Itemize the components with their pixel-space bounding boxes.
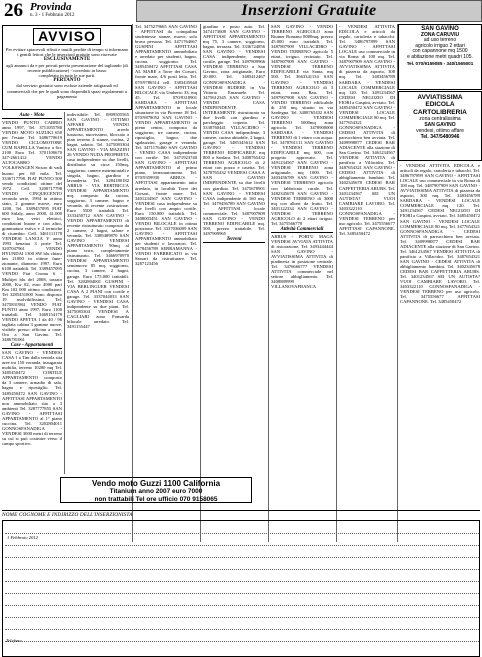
ad-line: agricolo irriguo 2 ettari (415, 42, 465, 49)
ads-text: ARBUS - PORTU MAGA VENDESI AVVIATA ATTIVITA di ristorazione, Tel. 3493444444 SAN GAVINO - AVVIATISSIMA ATTIVITA di piadineria in posizione centrale. Tel. 3476666777 VENDESI ATTIVITA commerciale nel settore abbigliamento. Tel. 3408889999 VILLANOVAFRANCA (271, 233, 333, 290)
notice-box (2, 25, 132, 110)
moto-guzzi-ad (60, 477, 252, 503)
issue-info: n. 3 - 1 Febbraio 2012 (30, 13, 75, 18)
ad-line: non trattabili Tel ore ufficio 070 9158065 (94, 496, 218, 503)
ads-column-6 (400, 163, 480, 508)
ads-text: SAN GAVINO - VENDESI CASA 1 a Tim dalla ventola sita aree tra 150 veranda, inaugarata mobilia, terreno 10200 mq Tel. 3485450472 CORTILE APPARTAMENTO composto da 3 camere, armadio di sala, bagno e ripostiglio. Tel. 3485450472 SAN GAVINO - AFFITTASI APPARTAMENTO non ammobiliato sito a 3 ambienti Tel. 3287777855 SAN GAVINO - AFFITTASI APPARTAMENTO al 1° piano cuccina. Tel. 3202804011 GONNOSFANADIGA - VENDESI 3000 metri di terreno su cui si può costruire verso il campo sportivo. (2, 350, 62, 446)
ad-line: ad uso terreno (423, 37, 457, 44)
ads-column-5 (271, 24, 333, 509)
form-line[interactable] (5, 533, 479, 534)
notice-emphasis: ESCLUSIVAMENTE (43, 57, 91, 63)
form-line[interactable] (5, 617, 479, 618)
form-line[interactable] (5, 569, 479, 570)
san-gavino-ad (398, 24, 482, 90)
notice-text: completato in tutte le sue parti. (38, 73, 96, 79)
form-line[interactable] (5, 545, 479, 546)
ad-line: zona centralissima (419, 116, 461, 123)
form-line[interactable] (5, 605, 479, 606)
notice-text: dal servizio gratuito sono escluse aziende artigianali ed commerciali che per le quali sono disponibili spazi regolamenti a pagamento (7, 83, 127, 99)
ads-column-2 (67, 112, 129, 474)
form-line[interactable] (5, 581, 479, 582)
page-number: 26 (4, 0, 23, 21)
ad-line: Titanium anno 2007 euro 7000 (109, 488, 203, 495)
column-divider (268, 24, 269, 542)
ad-line: vendesi, ottimo affare (416, 128, 464, 135)
ads-text: SAN GAVINO - VENDO TERRENO AGRICOLO zona Riuiner Romano 8000mq, prezzo 45.000 euro trattabili. Tel. 3487807909 VILLACIDRO - VENDO TERRENO agricolo 5 ettari, irriguo, recintato. Tel. 3487807909 SAN GAVINO - VENDESI TERRENO EDIFICABILE via Santa, mq 500. Tel. 3663341134 SAN GAVINO - VENDESI TERRENO AGRICOLO di 3 ettari, zona Bau. Tel. 3497907908 SAN GAVINO - VENDO TERRENO edificabile di 250 mq, situato in via Sardegna. Tel. 3408765432 SAN GAVINO - VENDESI TERRENO 5000mq zona agricola. Tel. 3478900000 SARDARA - VENDESI TERRENO di 1 ettaro con acqua. Tel. 3478761111 SAN GAVINO - VENDESI TERRENO EDIFICABILE mq 600, con progetto approvato. Tel. 3491234567 SAN GAVINO - VENDESI TERRENO zona artigianale, mq 1000. Tel. 3403456789 SAN GAVINO - VENDESI TERRENO agricolo con fabbricato rurale. Tel. 3482345678 SAN GAVINO - VENDESI TERRENO di 3000 mq con alberi da frutto. Tel. 3401122334 SAN GAVINO - VENDESI TERRENO AGRICOLO di 2 ettari irriguo. Tel. 3475566778 (271, 24, 333, 226)
ads-text: VENDO PUNTO CABRIO anno 1997, Tel. 3711055780 VENDO MOTO SUZUKI 650 per l'estate Tel. 3486770619 VENDO CICLOMOTORE CUM RAPELLA Vantico a 6cc 2100 Euro Tel. 3701100670 347-2661412 VENDO ALTOCARRO VOLKSWAGEN Sicuro di vadi buono per 60 mila. Tel. 3336717798. FIAT PUNTO 500 vendo condizioni ottime del 1972. Cell. 3200717798 VENDO CINQUECENTO seconda serie, 1994 in ottimo stato, 2 gomme nuove, euro 1200, Tel. 3389457095 FIAT 600 Sitlaly, anno 2000, 41.000 euro km, vetri elettrici, condizioni buone e con altro, gommatura estiva e 4 termiche di ricambio. Cell. 3461111178 VENDESI LANCIA Y anno 1993 benzina 3 porte Tel. 3207047961 VENDO HYUNDAI 1300 SW blu chiara km 21000 in ottime fune-zionante, diametro 1997, Euro 6100 trattabili. Tel. 3389457095 VENDO Fiat Croma 6 - Multijet blu del 2008, tassato 2000, Kw 82, euro 4900 pari Km 102 000 ottimo condizioni. Tel 3285451000 Sono disposto 19 nsolvibilissimi. Tel. 3475831984 VENDO FIAT PUNTO anno 1997, Euro 1100 trattabili. Tel. 3469154179 VENDO APETTA 1 da 40 / 96 tagliata cabina 3 gomme nuove, visibile presso officina a cane. Ora a San Gavino. Tel. 3486781061 (2, 120, 62, 343)
ad-line: EDICOLA (425, 101, 455, 109)
ads-text: - VENDESI ATTIVITA EDICOLA e articoli da regalo, cartoleria e tabacchi. Tel. 3486797899 SAN GAVINO - AFFITTASI LOCALE uso commerciale in via Roma di 100 mq. Tel. 3487907909 SAN GAVINO - AVVIATISSIMA ATTIVITA di pizzeria da asporto, 300 mq. Tel. 3483456789 SARDARA - VENDESI LOCALE COMMERCIALE mq 120. Tel. 3491234567 CEDESI NEGOZIO DI FIORI a Guspini, avviato. Tel. 3485450472 SAN GAVINO - VENDESI LOCALE COMMERCIALE 80 mq. Tel. 3477654321 GONNOSFANADIGA - CEDESI ATTIVITA di parrucchiera ben avviata. Tel. 3409998877 CEDESI BAR ADIACENTE alla stazione di San Gavino. Tel. 3461234567 VENDESI ATTIVITA di panificio a Villacidro. Tel. 3487654321 SAN GAVINO - CEDESI ATTIVITA di abbigliamento bambini. Tel. 3402345678 CEDESI BAR CAFFETTERIA ARUBS. Tel. 3401234567 SEI UN AUTISTA? VUOI CAMBIARE LAVORO. Tel. 3403322110 GONNOSFANADIGA - VENDESI TERRENO per uso agricolo. Tel. 3475556677 AFFITTASI CAPANNONE. Tel. 3485450472 (400, 163, 480, 305)
category-heading: Auto - Moto (2, 113, 62, 119)
ad-line: CARTOLIBRERIA (413, 108, 467, 116)
ad-line: SAN GAVINO (424, 122, 456, 129)
ad-phone: Tel. 070/9159085 - 340/1565001 (406, 60, 474, 66)
edicola-ad (398, 91, 482, 161)
category-heading: Case - Appartamenti (2, 343, 62, 349)
ad-line: con capannone mq 1500 (412, 48, 468, 55)
section-title: Inserzioni Gratuite (136, 0, 482, 22)
column-divider (336, 24, 337, 542)
newspaper-logo: Provinda (30, 1, 72, 13)
coupon-heading: NOME COGNOME E INDIRIZZO DELL'INSERZIONISTA (2, 510, 480, 518)
ad-line: Vendo moto Guzzi 1100 California (91, 479, 221, 488)
phone-label: Telefono (6, 638, 22, 643)
notice-title: AVVISO (33, 28, 101, 45)
ad-line: SAN GAVINO (421, 26, 459, 32)
notice-text: Per evitare spiacevoli rifiuti e inutili perdite di tempo si informano i gentili lettori che le inserzioni gratuite sono riservate (5, 47, 129, 58)
ads-column-4 (203, 24, 265, 509)
column-divider (132, 24, 133, 542)
form-line[interactable] (5, 593, 479, 594)
form-line[interactable] (5, 557, 479, 558)
coupon-header (2, 510, 480, 518)
ad-line: AVVIATISSIMA (417, 94, 463, 101)
column-divider (200, 24, 201, 542)
notice-emphasis: PERTANTO (53, 78, 81, 84)
ads-text: indivisibile. Tel. 0809505565 SAN GAVINO - OTTIMO AFFARE VENDO APPARTAMENTO arredo lussuoso, nuovissimo, bloccato a pian terreno 4 stanze, cucina, 2 bagni, salotto. Tel. 3475083304 SAN GAVINO - VIA MAZZINI 26 VENDO NUDA PROPRIETA casa indipendente su due livelli, distribuita su circa 150mq, soggiorno, camere matrimoniali e singola, bagno, giardino e lavanderia. Tel. 3284180182 ARBUS - VIA BERTRICCA VENDESI APPARTAMENTO mq, composto da cucina, soggiorno, 3 camere, bagno e veranda, di recente costruzione. Euro 5500 trattabili. Tel. 3333450712 SAN GAVINO - VENDO APPARTAMENTO di recente ristrutturato composto da 2 camere, 2 bagni, salone e veranda. Tel. 3389489870 SAN GAVINO - VENDESI APPARTAMENTO 90mq al piano terra, completamente ristrutturato. Tel. 3466970970 VENDESI APPARTAMENTO seminuovo 85 mq, soggiorno, cucina, 3 camere, 2 bagni, garage. Euro 175.000 trattabili. Tel. 3202804001 GUSPINI - VIA BERLINGUER VENDESI CASA A 2 PIANI con cortile e garage. Tel. 3337044033 SAN GAVINO - VENDESI CASA indipendente su due piani. Tel. 3475083304 VENDESI A CAGLIARI zona Fonsarda bilocale arredato. Tel. 3491155447 (67, 112, 129, 329)
ads-column-3 (135, 24, 197, 474)
ad-line: ZONA CARUVIU (420, 31, 460, 38)
ads-text: giardino e posto auto. Tel. 3474173608 SAN GAVINO - AFFITTASI APPARTAMENTO mq 75, 3 camere, soggiorno, bagno, terrazza. Tel. 3336724856 SAN GAVINO - VENDESI CASA indipendente, ampio cortile, garage. Tel. 3497809966 VENDESI TERRENO a San Gavino, zona artigianale, Euro 20.000. Tel. 3485412467 GONNOSFANADIGA - VENDESI RUDERE in Via Vittorio Emanuele. Tel. 3475612345 SAN GAVINO - VENDO CASA INDIPENDENTE INTERAMENTE ristrutturata su due livelli con giardino e parcheggio coperto. Tel. 3338760441 VILLACIDRO - VENDO CASA indipendente, 3 camere, cucina abitabile, 2 bagni, garage. Tel. 3485345612 SAN GAVINO - VENDESI TERRENO EDIFICABILE mq 800 a Sardara. Tel. 3408765432 TERRENO AGRICOLO di 2 ettari con pozzo e casetta. Tel. 3478765432 VENDESI CASA A SAN GAVINO INDIPENDENTE su due livelli con giardino. Tel. 3475678901 SAN GAVINO - VENDESI CASA indipendente di 160 mq. Tel. 3479456789 SAN GAVINO - AFFITTASI locale commerciale. Tel. 3487907809 SAN GAVINO - VENDO TERRENO EDIFICABILE mq. 500, prezzo trattabile. Tel. 3497909965 (203, 24, 265, 236)
category-heading: Terreni (203, 237, 265, 243)
ads-column-1 (2, 112, 62, 474)
ads-column-5b (339, 24, 395, 509)
coupon-date: 1 Febbraio 2012 (7, 535, 38, 540)
form-line[interactable] (5, 641, 479, 642)
coupon-form (2, 520, 480, 657)
ads-text: - VENDESI ATTIVITA EDICOLA e articoli da regalo, cartoleria e tabacchi. Tel. 3486797899 SAN GAVINO - AFFITTASI LOCALE uso commerciale in via Roma di 100 mq. Tel. 3487907909 SAN GAVINO - AVVIATISSIMA ATTIVITA di pizzeria da asporto, 300 mq. Tel. 3483456789 SARDARA - VENDESI LOCALE COMMERCIALE mq 120. Tel. 3491234567 CEDESI NEGOZIO DI FIORI a Guspini, avviato. Tel. 3485450472 SAN GAVINO - VENDESI LOCALE COMMERCIALE 80 mq. Tel. 3477654321 GONNOSFANADIGA - CEDESI ATTIVITA di parrucchiera ben avviata. Tel. 3409998877 CEDESI BAR ADIACENTE alla stazione di San Gavino. Tel. 3461234567 VENDESI ATTIVITA di panificio a Villacidro. Tel. 3487654321 SAN GAVINO - CEDESI ATTIVITA di abbigliamento bambini. Tel. 3402345678 CEDESI BAR CAFFETTERIA ARUBS. Tel. 3401234567 SEI UN AUTISTA? VUOI CAMBIARE LAVORO. Tel. 3403322110 GONNOSFANADIGA - VENDESI TERRENO per uso agricolo. Tel. 3475556677 AFFITTASI CAPANNONE. Tel. 3485450472 (339, 24, 395, 236)
category-heading: Attività Commerciali (271, 227, 333, 233)
ads-text: Tel. 3475279665 SAN GAVINO - AFFITTASI da coinquilina studentesse stanze, nuove, solo brava persona. Tel. 3471764667 GUSPINI AFFITTASI APPARTAMENTO ammobiliato e arredato per studenti, bagno, cucina, soggiorno. Tel. 3485450472 AFFITTASI CASA AL MARE a Torre dei Corsari, fronte mare, 4/6 posti letto. Tel. 070/9786514 cell. 3383435940 SAN GAVINO - AFFITTASI BILOCALE via Umberto 33, mq 45. Tel. 070/9318901 SARDARA - AFFITTASI APPARTAMENTO in locale situazione in via Piovene 18 Tel. 070/9878052 SAN GAVINO - VENDO APPARTAMENTO in pieno centro, composto da soggiorno, tre camere, cucina, ripostiglio, bagno, due sgabuzzini, garage e veranda. Tel. 3471176460 SAN GAVINO - VENDO CASA indipendente con cortile. Tel. 3471923740 SAN GAVINO - AFFITTASI APPARTAMENTO al primo piano, termoautonomo. Tel. 070/9359930 ARBUS - AFFITTASI appartamento tutto arredato, in località Torre dei Corsari, fronte mare. Tel. 3401234567 SAN GAVINO - VENDESI casa indipendente su due livelli con ampio cortile. Euro 150.000 trattabili. Tel. 3408003451 SAN GAVINO - VENDO BILOCALE in ottima posizione. Tel. 3337036009 SAN GAVINO - AFFITTASI APPARTAMENTO ammobiliato per studenti o lavoratori. Tel. 3478456789 SERRAMANNA - VENDO FABBRICATO in via Sassari da ristrutturare. Tel. 3287123456 (135, 24, 197, 267)
ad-phone: Tel. 347/5480946 (420, 134, 460, 141)
column-divider (64, 112, 65, 474)
ad-line: e abitazione metri quadri 105. (407, 53, 473, 60)
page-header (0, 0, 482, 24)
form-line[interactable] (5, 629, 479, 630)
notice-text: agli annunci da e per privati previa presentazione del tagliando (di recente pubblicazione) - corredato in basso (6, 62, 128, 73)
